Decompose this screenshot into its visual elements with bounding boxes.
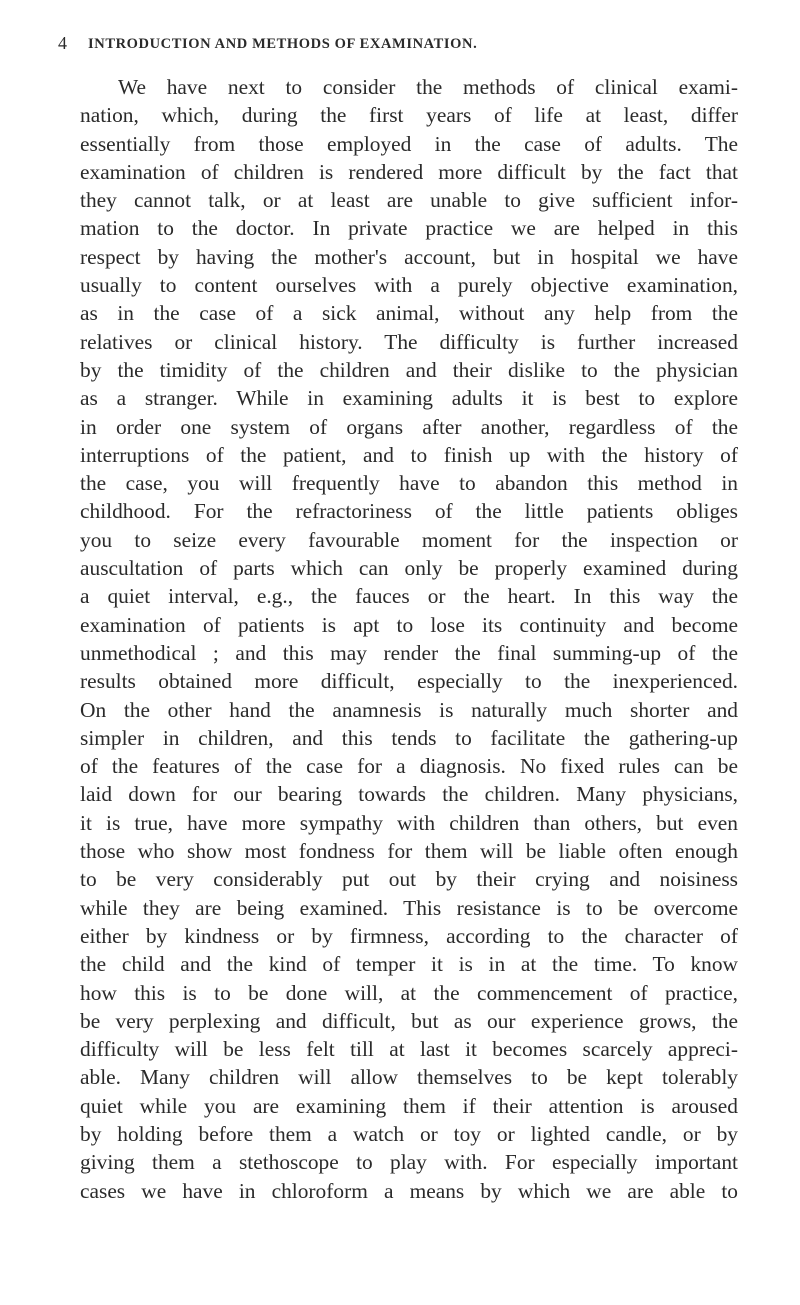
text-line: they cannot talk, or at least are unable to give sufficient infor- xyxy=(80,188,738,213)
text-line: as in the case of a sick animal, without any help from the xyxy=(80,301,738,326)
text-line: examination of patients is apt to lose its continuity and become xyxy=(80,612,738,637)
text-line: be very perplexing and difficult, but as our experience grows, the xyxy=(80,1008,738,1033)
text-line: laid down for our bearing towards the children. Many physicians, xyxy=(80,782,738,807)
text-line: results obtained more difficult, especially to the inexperienced. xyxy=(80,669,738,694)
running-head xyxy=(58,33,698,55)
text-line: mation to the doctor. In private practice we are helped in this xyxy=(80,216,738,241)
text-line: you to seize every favourable moment for the inspection or xyxy=(80,527,738,552)
text-line: giving them a stethoscope to play with. For especially important xyxy=(80,1150,738,1175)
running-title: INTRODUCTION AND METHODS OF EXAMINATION. xyxy=(88,36,478,52)
page-number: 4 xyxy=(58,33,68,53)
text-line: On the other hand the anamnesis is naturally much shorter and xyxy=(80,697,738,722)
text-line: while they are being examined. This resistance is to be overcome xyxy=(80,895,738,920)
text-line: as a stranger. While in examining adults it is best to explore xyxy=(80,386,738,411)
text-line: nation, which, during the first years of life at least, differ xyxy=(80,103,738,128)
text-line: simpler in children, and this tends to facilitate the gathering-up xyxy=(80,725,738,750)
text-line: quiet while you are examining them if their attention is aroused xyxy=(80,1093,738,1118)
text-line: able. Many children will allow themselves to be kept tolerably xyxy=(80,1065,738,1090)
text-line: the child and the kind of temper it is in at the time. To know xyxy=(80,952,738,977)
text-line: examination of children is rendered more difficult by the fact that xyxy=(80,159,738,184)
text-line: by holding before them a watch or toy or lighted candle, or by xyxy=(80,1121,738,1146)
text-line: the case, you will frequently have to abandon this method in xyxy=(80,471,738,496)
text-line: We have next to consider the methods of clinical exami- xyxy=(118,75,738,99)
text-line: it is true, have more sympathy with children than others, but even xyxy=(80,810,738,835)
text-line: unmethodical ; and this may render the final summing-up of the xyxy=(80,640,738,665)
text-line: in order one system of organs after another, regardless of the xyxy=(80,414,738,439)
text-line: auscultation of parts which can only be properly examined during xyxy=(80,556,738,581)
text-line: cases we have in chloroform a means by which we are able to xyxy=(80,1178,738,1203)
text-line: how this is to be done will, at the commencement of practice, xyxy=(80,980,738,1005)
text-line: relatives or clinical history. The difficulty is further increased xyxy=(80,329,738,354)
text-line: either by kindness or by firmness, according to the character of xyxy=(80,923,738,948)
text-line: by the timidity of the children and their dislike to the physician xyxy=(80,357,738,382)
text-line: difficulty will be less felt till at last it becomes scarcely appreci- xyxy=(80,1037,738,1062)
text-line: usually to content ourselves with a purely objective examination, xyxy=(80,273,738,298)
text-line: respect by having the mother's account, but in hospital we have xyxy=(80,244,738,269)
text-line: of the features of the case for a diagnosis. No fixed rules can be xyxy=(80,754,738,779)
text-line: essentially from those employed in the case of adults. The xyxy=(80,131,738,156)
text-line: childhood. For the refractoriness of the little patients obliges xyxy=(80,499,738,524)
text-line: a quiet interval, e.g., the fauces or the heart. In this way the xyxy=(80,584,738,609)
body-paragraph xyxy=(80,73,738,1205)
text-line: to be very considerably put out by their crying and noisiness xyxy=(80,867,738,892)
text-line: interruptions of the patient, and to finish up with the history of xyxy=(80,442,738,467)
text-line: those who show most fondness for them will be liable often enough xyxy=(80,839,738,864)
